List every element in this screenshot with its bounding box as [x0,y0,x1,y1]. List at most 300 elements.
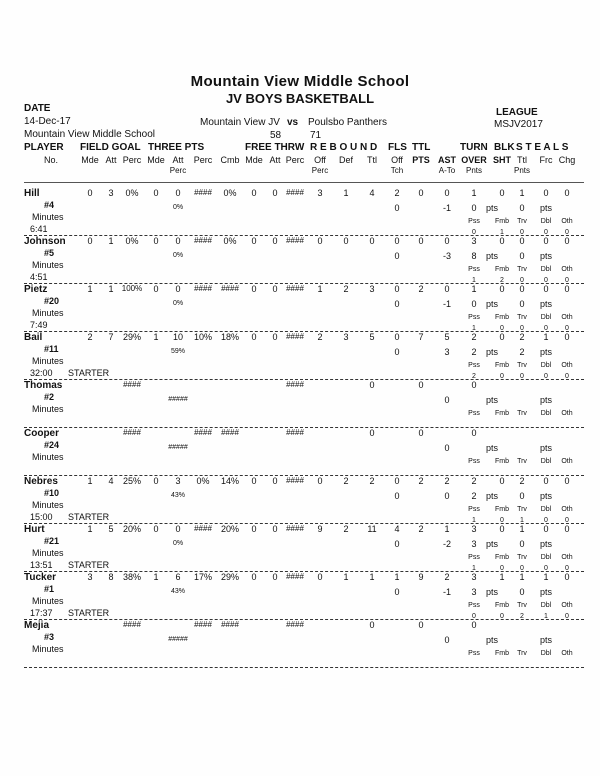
stat-turnover-other: 0 [565,517,569,524]
minutes-value: 32:00 [30,368,53,378]
stat-fouls: 0 [394,284,400,294]
stat-3p-perc: 0% [196,476,210,486]
turnover-type-fmb: Fmb [495,266,509,273]
stat-3p-perc-sub: 0% [172,540,184,547]
stat-fouls-tch: 0 [394,347,400,357]
player-name: Thomas [24,380,63,391]
pts-label: pts [485,443,499,453]
stat-ft-perc: #### [286,236,304,245]
stat-turnover-double: 0 [544,517,548,524]
stat-turnover-pts: 8 [471,251,477,261]
stat-assist-ratio: 0 [444,491,450,501]
stat-steals-total: 0 [519,284,525,294]
minutes-value: 4:51 [30,272,48,282]
header-rebound: R E B O U N D [310,142,378,153]
header-pnts-2: Pnts [513,166,531,175]
stat-ft-perc: #### [286,284,304,293]
player-name: Tucker [24,572,57,583]
player-name: Hill [24,188,40,199]
stat-ft-made: 0 [251,524,257,534]
turnover-type-pss: Pss [468,458,480,465]
header-frc: Frc [539,155,553,165]
stat-blocked-shots: 0 [499,332,505,342]
stat-ft-made: 0 [251,188,257,198]
stat-3p-perc-sub: 0% [172,300,184,307]
stat-points: 2 [418,476,424,486]
header-blk: BLK [494,142,515,153]
turnover-type-pss: Pss [468,602,480,609]
stat-fg-made: 1 [87,284,93,294]
stat-steals-total: 2 [519,332,525,342]
stat-points: 2 [418,284,424,294]
stat-reb-def: 2 [343,476,349,486]
stat-3p-perc: #### [194,236,212,245]
stat-turnover-travel: 0 [520,373,524,380]
stat-fouls-tch: 0 [394,203,400,213]
minutes-value: 6:41 [30,224,48,234]
header-fls-off: Off [391,155,403,165]
stat-charges: 0 [564,524,570,534]
stat-3p-perc-sub: 59% [170,348,186,355]
header-ast: AST [438,155,456,165]
header-3p-made: Mde [147,155,165,165]
stat-reb-total: 1 [369,572,375,582]
stat-turnover-other: 0 [565,613,569,620]
player-number: #5 [44,248,55,258]
stat-fouls: 2 [394,188,400,198]
stat-turnover-pass: 1 [472,517,476,524]
stat-turnover-pass: 1 [472,325,476,332]
turnover-type-fmb: Fmb [495,410,509,417]
stat-combined: 20% [220,524,240,534]
stat-blocked-shots: 1 [499,572,505,582]
minutes-label: Minutes [32,548,64,558]
stat-turnover-other: 0 [565,565,569,572]
stat-fg-perc: 0% [125,236,139,246]
stat-reb-total: 2 [369,476,375,486]
stat-fg-att: 7 [108,332,114,342]
player-name: Mejia [24,620,50,631]
minutes-label: Minutes [32,212,64,222]
minutes-value: 17:37 [30,608,53,618]
stat-steal-pts: 2 [519,347,525,357]
stat-3p-perc: #### [194,620,212,629]
stat-ft-perc: #### [286,380,304,389]
turnover-type-fmb: Fmb [495,362,509,369]
stat-turnovers: 3 [471,572,477,582]
stat-fg-perc: 29% [122,332,142,342]
date-value: 14-Dec-17 [24,116,71,127]
stat-3p-made: 1 [153,572,159,582]
header-reb-def: Def [338,155,354,165]
stat-turnover-fumble: 0 [500,373,504,380]
stat-turnover-pts: 2 [471,491,477,501]
pts-label: pts [539,491,553,501]
header-three-pts: THREE PTS [148,142,205,153]
header-ato: A-To [438,166,456,175]
stat-turnover-travel: 0 [520,229,524,236]
stat-charges: 0 [564,332,570,342]
turnover-type-oth: Oth [561,362,573,369]
stat-turnover-double: 0 [544,277,548,284]
turnover-type-pss: Pss [468,314,480,321]
stat-ft-att: 0 [272,524,278,534]
player-number: #11 [44,344,59,354]
player-number: #2 [44,392,55,402]
stat-reb-total: 0 [369,428,375,438]
stat-reb-off: 1 [317,284,323,294]
pts-label: pts [539,299,553,309]
pts-label: pts [539,395,553,405]
turnover-type-trv: Trv [517,218,527,225]
stat-assist-ratio: -1 [442,587,452,597]
player-number: #24 [44,440,60,450]
turnover-type-oth: Oth [561,314,573,321]
date-label: DATE [24,103,51,114]
turnover-type-oth: Oth [561,410,573,417]
turnover-type-dbl: Dbl [540,602,552,609]
turnover-type-fmb: Fmb [495,218,509,225]
turnover-type-pss: Pss [468,266,480,273]
stat-ft-made: 0 [251,236,257,246]
minutes-value: 15:00 [30,512,53,522]
row-divider [24,667,584,668]
stat-3p-perc: 10% [193,332,213,342]
stat-steal-pts: 0 [519,491,525,501]
stat-fg-perc: #### [123,428,141,437]
stat-fg-made: 2 [87,332,93,342]
turnover-type-dbl: Dbl [540,506,552,513]
header-steals-total: Ttl [517,155,527,165]
stat-forced: 0 [543,524,549,534]
turnover-type-trv: Trv [517,410,527,417]
pts-label: pts [539,443,553,453]
player-number: #20 [44,296,60,306]
stat-charges: 0 [564,188,570,198]
stat-turnover-pts: 2 [471,347,477,357]
stat-fg-perc: 38% [122,572,142,582]
stat-combined: #### [221,620,239,629]
stat-ft-att: 0 [272,572,278,582]
turnover-type-oth: Oth [561,554,573,561]
stat-turnover-double: 1 [544,613,548,620]
header-ft-perc: Perc [285,155,305,165]
header-3p-perc: Perc [193,155,213,165]
stat-fg-att: 1 [108,236,114,246]
stat-3p-perc-sub: 0% [172,252,184,259]
stat-ft-perc: #### [286,572,304,581]
stat-assists: 1 [444,524,450,534]
stat-steal-pts: 0 [519,587,525,597]
header-free-thrw: FREE THRW [245,142,305,153]
header-divider [24,182,584,183]
report-subtitle: JV BOYS BASKETBALL [225,91,375,106]
stat-forced: 0 [543,236,549,246]
header-sht: SHT [493,155,511,165]
pts-label: pts [485,635,499,645]
header-off-perc-sub: Perc [311,166,329,175]
turnover-type-fmb: Fmb [495,602,509,609]
stat-3p-made: 0 [153,476,159,486]
player-name: Hurt [24,524,45,535]
stat-turnovers: 1 [471,284,477,294]
stat-reb-total: 0 [369,236,375,246]
stat-ft-perc: #### [286,476,304,485]
stat-turnover-travel: 2 [520,613,524,620]
header-field-goal: FIELD GOAL [80,142,141,153]
stat-blocked-shots: 0 [499,188,505,198]
pts-label: pts [485,491,499,501]
stat-assists: 5 [444,332,450,342]
stat-assist-ratio: -3 [442,251,452,261]
stat-charges: 0 [564,284,570,294]
player-name: Cooper [24,428,59,439]
player-name: Pietz [24,284,48,295]
stat-assists: 0 [444,236,450,246]
stat-turnovers: 0 [471,428,477,438]
stat-fouls-tch: 0 [394,299,400,309]
turnover-type-oth: Oth [561,266,573,273]
header-chg: Chg [558,155,576,165]
stat-turnover-fumble: 0 [500,613,504,620]
starter-badge: STARTER [68,608,110,618]
turnover-type-trv: Trv [517,506,527,513]
header-combined: Cmb [220,155,240,165]
header-pts: PTS [412,155,430,165]
stat-turnover-fumble: 0 [500,517,504,524]
stat-turnover-pass: 2 [472,373,476,380]
stat-turnover-fumble: 0 [500,565,504,572]
stat-assist-ratio: -1 [442,299,452,309]
turnover-type-oth: Oth [561,506,573,513]
stat-ft-made: 0 [251,476,257,486]
minutes-value: 13:51 [30,560,53,570]
turnover-type-pss: Pss [468,554,480,561]
stat-3p-perc: #### [194,284,212,293]
stat-fouls-tch: 0 [394,587,400,597]
stat-points: 0 [418,620,424,630]
minutes-label: Minutes [32,404,64,414]
stat-points: 2 [418,524,424,534]
player-number: #21 [44,536,60,546]
turnover-type-trv: Trv [517,458,527,465]
stat-turnover-fumble: 0 [500,325,504,332]
stat-turnover-pts: 0 [471,203,477,213]
turnover-type-dbl: Dbl [540,650,552,657]
turnover-type-fmb: Fmb [495,650,509,657]
stat-assists: 0 [444,284,450,294]
turnover-type-oth: Oth [561,218,573,225]
stat-combined: #### [221,284,239,293]
stat-combined: #### [221,428,239,437]
turnover-type-oth: Oth [561,602,573,609]
stat-assists: 2 [444,476,450,486]
stat-3p-att: 10 [172,332,184,342]
minutes-label: Minutes [32,500,64,510]
stat-reb-off: 9 [317,524,323,534]
stat-3p-made: 1 [153,332,159,342]
stat-fouls: 1 [394,572,400,582]
stat-reb-def: 3 [343,332,349,342]
school-title: Mountain View Middle School [190,73,410,90]
stat-combined: 0% [223,188,237,198]
stat-fg-att: 3 [108,188,114,198]
turnover-type-oth: Oth [561,650,573,657]
stat-reb-total: 5 [369,332,375,342]
stat-reb-def: 2 [343,284,349,294]
league-value: MSJV2017 [494,119,543,130]
stat-fg-made: 1 [87,476,93,486]
stat-fg-att: 5 [108,524,114,534]
stat-turnover-other: 0 [565,229,569,236]
stat-fouls-tch: 0 [394,251,400,261]
header-turn: TURN [460,142,488,153]
turnover-type-dbl: Dbl [540,410,552,417]
stat-turnover-other: 0 [565,277,569,284]
stat-reb-off: 2 [317,332,323,342]
stat-turnover-fumble: 1 [500,229,504,236]
turnover-type-trv: Trv [517,362,527,369]
header-no: No. [44,155,59,165]
stat-turnover-pass: 0 [472,229,476,236]
stat-3p-perc-sub: 43% [170,492,186,499]
stat-reb-def: 2 [343,524,349,534]
stat-combined: 18% [220,332,240,342]
stat-reb-def: 1 [343,188,349,198]
stat-forced: 0 [543,284,549,294]
turnover-type-dbl: Dbl [540,362,552,369]
stat-turnover-pts: 0 [471,299,477,309]
header-player: PLAYER [24,142,64,153]
stat-reb-total: 0 [369,620,375,630]
stat-fg-att: 4 [108,476,114,486]
player-number: #4 [44,200,55,210]
turnover-type-dbl: Dbl [540,554,552,561]
score-home: 58 [270,130,282,141]
stat-3p-att: 3 [175,476,181,486]
header-tch: Tch [390,166,404,175]
stat-3p-perc-sub: 43% [170,588,186,595]
stat-fg-att: 8 [108,572,114,582]
stat-3p-perc-sub: ##### [168,636,188,643]
team-away: Poulsbo Panthers [308,117,387,128]
header-over: OVER [461,155,487,165]
stat-reb-off: 0 [317,236,323,246]
stat-steal-pts: 0 [519,203,525,213]
stat-ft-made: 0 [251,284,257,294]
header-3p-perc-sub: Perc [169,166,187,175]
header-pnts: Pnts [465,166,483,175]
turnover-type-fmb: Fmb [495,554,509,561]
stat-reb-off: 3 [317,188,323,198]
stat-steals-total: 1 [519,572,525,582]
score-away: 71 [310,130,322,141]
stat-ft-perc: #### [286,332,304,341]
player-number: #3 [44,632,55,642]
stat-points: 9 [418,572,424,582]
stat-fouls: 0 [394,476,400,486]
turnover-type-dbl: Dbl [540,218,552,225]
turnover-type-pss: Pss [468,362,480,369]
stat-combined: 0% [223,236,237,246]
stat-turnovers: 2 [471,476,477,486]
minutes-value: 7:49 [30,320,48,330]
stat-fg-perc: #### [123,380,141,389]
header-fg-att: Att [105,155,117,165]
stat-ft-att: 0 [272,332,278,342]
stat-charges: 0 [564,236,570,246]
vs-label: vs [287,117,299,128]
stat-steals-total: 2 [519,476,525,486]
turnover-type-trv: Trv [517,554,527,561]
stat-forced: 0 [543,476,549,486]
stat-3p-made: 0 [153,284,159,294]
stat-points: 0 [418,428,424,438]
stat-forced: 0 [543,188,549,198]
stat-reb-total: 11 [367,524,377,534]
turnover-type-trv: Trv [517,650,527,657]
stat-3p-perc-sub: ##### [168,444,188,451]
header-reb-total: Ttl [367,155,377,165]
stat-assist-ratio: 0 [444,443,450,453]
stat-ft-att: 0 [272,284,278,294]
stat-3p-made: 0 [153,524,159,534]
stat-turnover-other: 0 [565,325,569,332]
stat-fg-made: 0 [87,188,93,198]
minutes-label: Minutes [32,260,64,270]
stat-ft-perc: #### [286,524,304,533]
stat-forced: 1 [543,332,549,342]
header-reb-off: Off [314,155,326,165]
turnover-type-fmb: Fmb [495,458,509,465]
stat-turnover-pass: 1 [472,277,476,284]
stat-reb-def: 1 [343,572,349,582]
header-steals: S T E A L S [516,142,569,153]
turnover-type-pss: Pss [468,650,480,657]
stat-3p-perc-sub: ##### [168,396,188,403]
pts-label: pts [539,203,553,213]
stat-assist-ratio: -1 [442,203,452,213]
stat-ft-perc: #### [286,620,304,629]
stat-fg-att: 1 [108,284,114,294]
stat-turnover-pts: 3 [471,539,477,549]
league-label: LEAGUE [496,107,538,118]
player-name: Nebres [24,476,58,487]
turnover-type-pss: Pss [468,410,480,417]
stat-fg-made: 0 [87,236,93,246]
stat-fg-perc: 0% [125,188,139,198]
stat-turnover-travel: 1 [520,517,524,524]
stat-turnover-pass: 0 [472,613,476,620]
stat-assist-ratio: 0 [444,635,450,645]
stat-blocked-shots: 0 [499,524,505,534]
stat-steals-total: 0 [519,236,525,246]
stat-turnovers: 0 [471,380,477,390]
minutes-label: Minutes [32,644,64,654]
pts-label: pts [539,539,553,549]
team-home: Mountain View JV [200,117,280,128]
stat-3p-perc: #### [194,188,212,197]
turnover-type-trv: Trv [517,266,527,273]
header-ft-made: Mde [245,155,263,165]
stat-3p-att: 6 [175,572,181,582]
stat-turnovers: 3 [471,524,477,534]
player-number: #10 [44,488,60,498]
stat-3p-att: 0 [175,188,181,198]
pts-label: pts [539,251,553,261]
pts-label: pts [485,347,499,357]
starter-badge: STARTER [68,512,110,522]
